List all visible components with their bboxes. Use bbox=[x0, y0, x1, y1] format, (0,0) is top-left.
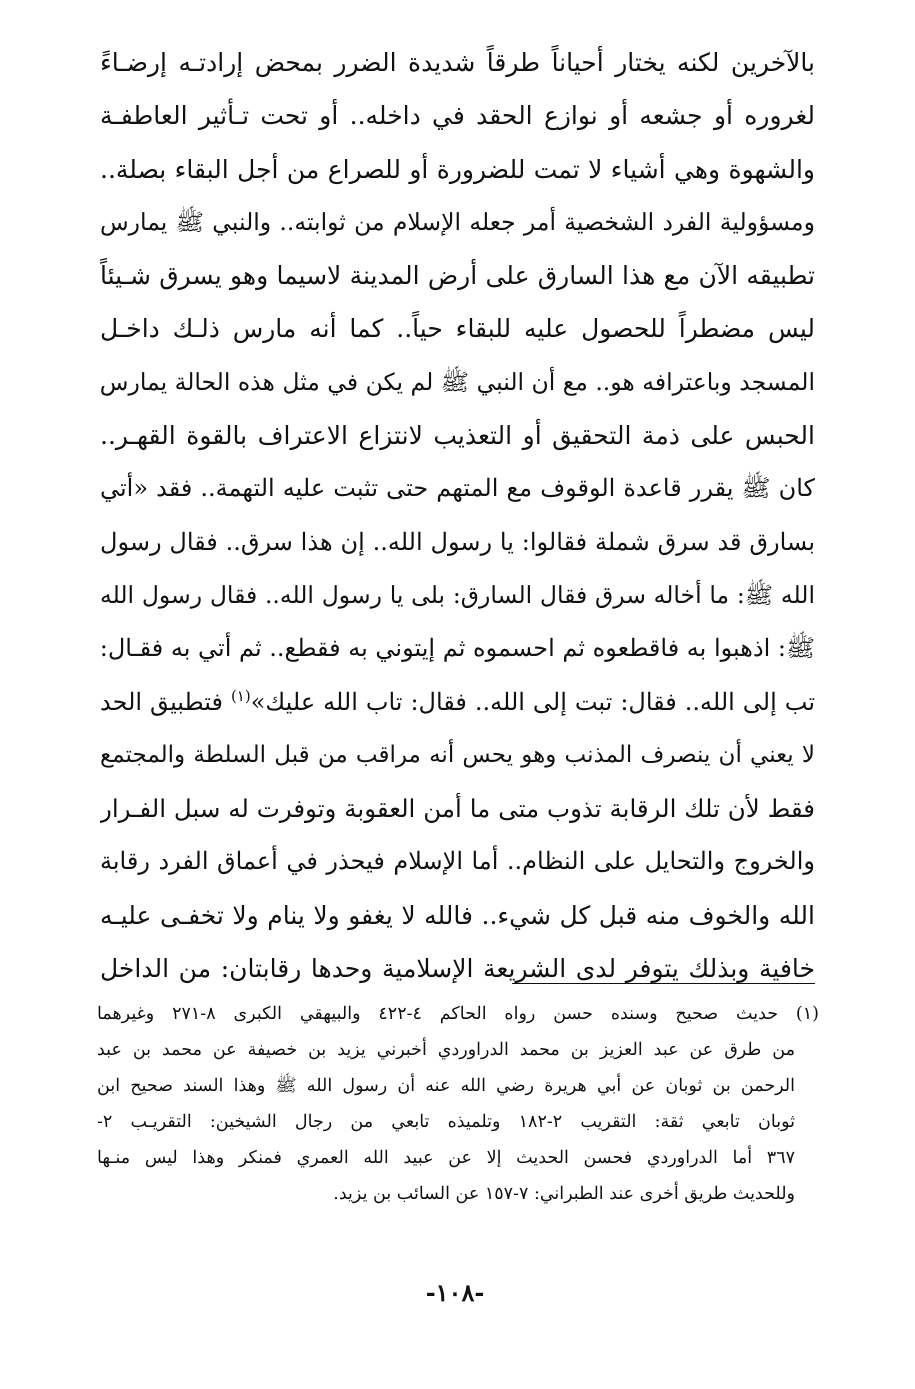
footnote-line-1: (١) حديث صحيح وسنده حسن رواه الحاكم ٤-٤٢٢ والبيهقي الكبرى ٨-٢٧١ وغيرهما bbox=[97, 1004, 819, 1024]
text-line-14: لا يعني أن ينصرف المذنب وهو يحس أنه مراقب من قبل السلطة والمجتمع bbox=[100, 741, 815, 768]
text-line-1: بالآخرين لكنه يختار أحياناً طرقاً شديدة الضرر بمحض إرادتـه إرضـاءً bbox=[100, 48, 815, 77]
text-line-13-start: تب إلى الله.. فقال: تبت إلى الله.. فقال: تاب الله عليك» bbox=[250, 687, 815, 716]
text-line-11: الله ﷺ: ما أخاله سرق فقال السارق: بلى يا رسول الله.. فقال رسول الله bbox=[100, 580, 815, 609]
text-line-12: ﷺ: اذهبوا به فاقطعوه ثم احسموه ثم إيتوني به فقطع.. ثم أتي به فقـال: bbox=[100, 634, 815, 663]
main-text-block bbox=[100, 36, 815, 995]
text-line-6: ليس مضطراً للحصول عليه للبقاء حياً.. كما أنه مارس ذلـك داخـل bbox=[100, 314, 815, 344]
text-line-10: بسارق قد سرق شملة فقالوا: يا رسول الله.. إن هذا سرق.. فقال رسول bbox=[100, 527, 815, 556]
text-line-4: ومسؤولية الفرد الشخصية أمر جعله الإسلام من ثوابته.. والنبي ﷺ يمارس bbox=[100, 207, 815, 236]
text-line-18: خافية وبذلك يتوفر لدى الشريعة الإسلامية وحدها رقابتان: من الداخل bbox=[100, 954, 815, 984]
text-line-8: الحبس على ذمة التحقيق أو التعذيب لانتزاع الاعتراف بالقوة القهـر.. bbox=[100, 421, 815, 451]
text-line-9: كان ﷺ يقرر قاعدة الوقوف مع المتهم حتى تثبت عليه التهمة.. فقد «أتي bbox=[100, 474, 815, 503]
footnote-line-3: الرحمن بن ثوبان عن أبي هريرة رضي الله عنه أن رسول الله ﷺ وهذا السند صحيح ابن bbox=[97, 1076, 795, 1096]
text-line-15: فقط لأن تلك الرقابة تذوب متى ما أمن العقوبة وتوفرت له سبل الفـرار bbox=[100, 794, 815, 824]
page-number: -١٠٨- bbox=[425, 1278, 485, 1307]
footnote-line-6: وللحديث طريق أخرى عند الطبراني: ٧-١٥٧ عن السائب بن يزيد. bbox=[333, 1184, 795, 1204]
text-line-13 bbox=[100, 676, 815, 729]
text-line-5: تطبيقه الآن مع هذا السارق على أرض المدينة لاسيما وهو يسرق شـيئاً bbox=[100, 261, 815, 291]
footnote-reference[interactable]: (١) bbox=[230, 686, 251, 705]
text-line-17: الله والخوف منه قبل كل شيء.. فالله لا يغفو ولا ينام ولا تخفـى عليـه bbox=[100, 900, 815, 930]
text-line-7: المسجد وباعترافه هو.. مع أن النبي ﷺ لم يكن في مثل هذه الحالة يمارس bbox=[100, 367, 815, 396]
footnote-divider bbox=[512, 983, 815, 984]
footnotes-block bbox=[97, 996, 819, 1212]
footnote-line-5: ٣٦٧ أما الدراوردي فحسن الحديث إلا عن عبيد الله العمري فمنكر وهذا ليس منـها bbox=[97, 1148, 795, 1168]
footnote-line-4: ثوبان تابعي ثقة: التقريب ٢-١٨٢ وتلميذه تابعي من رجال الشيخين: التقريـب ٢- bbox=[97, 1112, 795, 1132]
text-line-2: لغروره أو جشعه أو نوازع الحقد في داخله.. أو تحت تـأثير العاطفـة bbox=[100, 101, 815, 131]
footnote-line-2: من طرق عن عبد العزيز بن محمد الدراوردي أخبرني يزيد بن خصيفة عن محمد بن عبد bbox=[97, 1040, 795, 1060]
text-line-3: والشهوة وهي أشياء لا تمت للضرورة أو للصراع من أجل البقاء بصلة.. bbox=[100, 154, 815, 184]
text-line-16: والخروج والتحايل على النظام.. أما الإسلام فيحذر في أعماق الفرد رقابة bbox=[100, 847, 815, 876]
text-line-13-end: فتطبيق الحد bbox=[100, 687, 231, 716]
